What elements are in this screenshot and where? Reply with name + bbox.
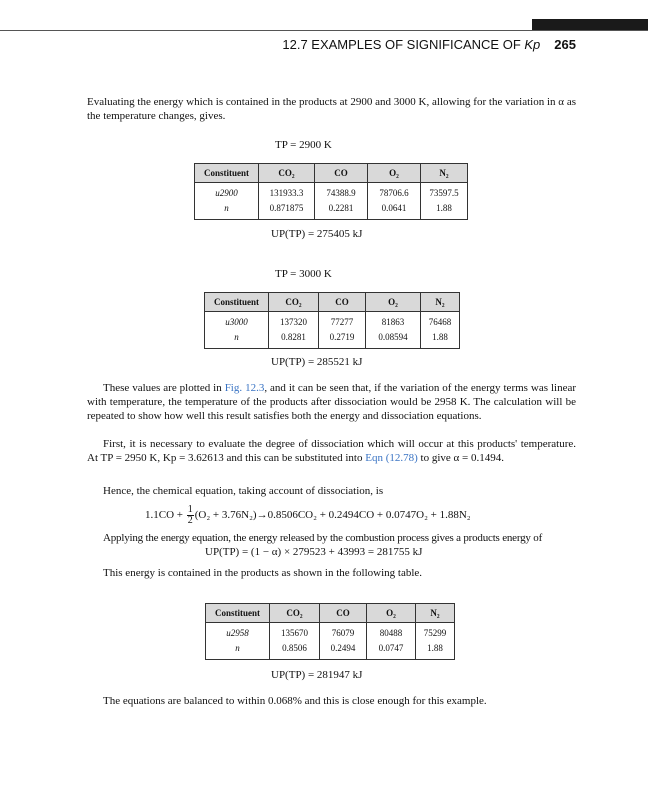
cell-co2: 137320 0.8281 (269, 312, 319, 349)
paragraph-plot: These values are plotted in Fig. 12.3, and it can be seen that, if the variation of the energy terms was linear with temperature, the temperature of the products after dissociation would be 2958 K. The calculation will be repeated to show how well this result satisfies both the energy and dissociation equations. (87, 382, 576, 422)
energy-equation: UP(TP) = (1 − α) × 279523 + 43993 = 281755 kJ (205, 546, 423, 558)
col-co2: CO₂ (259, 164, 315, 183)
table-2958: Constituent CO₂ CO O₂ N₂ u2958 n 135670 0.8506 76079 0.2494 80488 0.0747 75299 1.88 (205, 603, 455, 660)
row-labels: u2958 n (206, 623, 270, 660)
cell-n2: 75299 1.88 (416, 623, 455, 660)
eqn-link[interactable]: Eqn (12.78) (365, 452, 418, 464)
result-3000: UP(TP) = 285521 kJ (271, 356, 363, 368)
fig-link[interactable]: Fig. 12.3 (224, 382, 265, 394)
page-number: 265 (554, 37, 576, 52)
cell-co: 74388.9 0.2281 (315, 183, 368, 220)
condition-2900: TP = 2900 K (275, 139, 332, 151)
col-co: CO (315, 164, 368, 183)
result-2958: UP(TP) = 281947 kJ (271, 669, 363, 681)
cell-o2: 78706.6 0.0641 (368, 183, 421, 220)
half-fraction: $\frac{1}{2}$ (187, 503, 193, 526)
section-title: 12.7 EXAMPLES OF SIGNIFICANCE OF (282, 37, 525, 52)
cell-n2: 76468 1.88 (421, 312, 460, 349)
result-2900: UP(TP) = 275405 kJ (271, 228, 363, 240)
col-n2: N₂ (421, 164, 468, 183)
cell-o2: 81863 0.08594 (366, 312, 421, 349)
paragraph-table-intro: This energy is contained in the products as shown in the following table. (103, 567, 423, 579)
cell-co: 77277 0.2719 (319, 312, 366, 349)
col-constituent: Constituent (195, 164, 259, 183)
intro-paragraph: Evaluating the energy which is contained in the products at 2900 and 3000 K, allowing for the variation in α as the temperature changes, gives. (87, 96, 576, 122)
condition-3000: TP = 3000 K (275, 268, 332, 280)
kp-symbol: Kp (524, 37, 541, 52)
table-2900 (194, 163, 468, 220)
cell-co2: 135670 0.8506 (270, 623, 320, 660)
cell-o2: 80488 0.0747 (367, 623, 416, 660)
conclusion: The equations are balanced to within 0.068% and this is close enough for this example. (103, 695, 487, 707)
cell-co: 76079 0.2494 (320, 623, 367, 660)
col-o2: O₂ (368, 164, 421, 183)
row-labels: u2900 n (195, 183, 259, 220)
cell-n2: 73597.5 1.88 (421, 183, 468, 220)
paragraph-dissociation: First, it is necessary to evaluate the degree of dissociation which will occur at this products' temperature. At TP = 2950 K, Kp = 3.62613 and this can be substituted into Eqn (12.78) to give α = 0.1494. (87, 438, 576, 464)
header-bar (532, 19, 648, 30)
running-header (282, 37, 576, 52)
table-3000: Constituent CO₂ CO O₂ N₂ u3000 n 137320 0.8281 77277 0.2719 81863 0.08594 76468 1.88 (204, 292, 460, 349)
paragraph-hence: Hence, the chemical equation, taking account of dissociation, is (103, 485, 384, 497)
header-rule (0, 30, 648, 31)
paragraph-energy: Applying the energy equation, the energy released by the combustion process gives a products energy of (103, 532, 543, 544)
reaction-equation: 1.1CO + $\frac{1}{2}$ (O₂ + 3.76N₂)→0.8506CO₂ + 0.2494CO + 0.0747O₂ + 1.88N₂ (145, 503, 471, 526)
cell-co2: 131933.3 0.871875 (259, 183, 315, 220)
row-labels: u3000 n (205, 312, 269, 349)
